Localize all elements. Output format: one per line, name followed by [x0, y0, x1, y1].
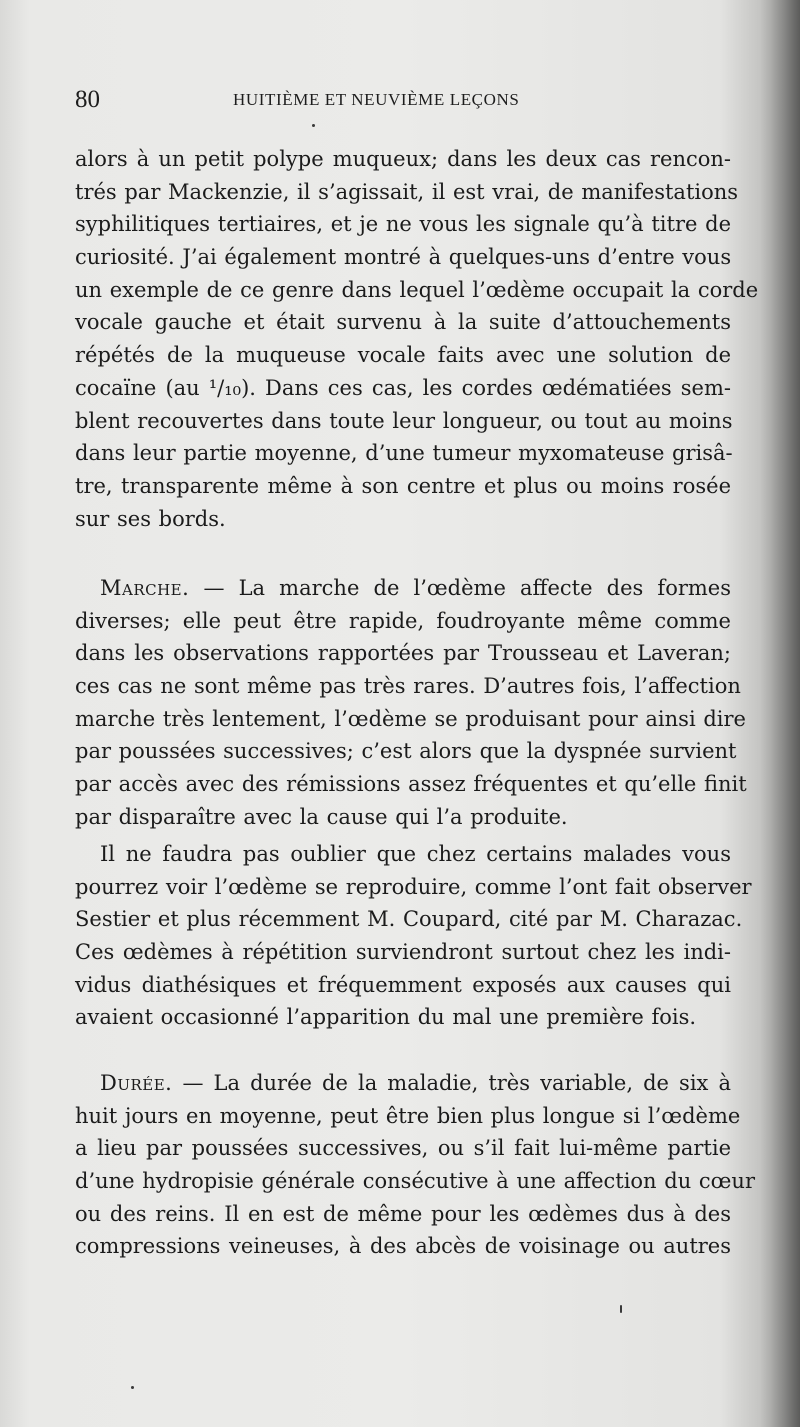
text-line: par accès avec des rémissions assez fréquentes et qu’elle finit: [75, 772, 747, 797]
text-line: dans les observations rapportées par Trousseau et Laveran;: [75, 641, 731, 666]
paragraph-duree: [75, 1067, 755, 1263]
text-line: sur ses bords.: [75, 506, 226, 531]
paragraph-1: [75, 143, 759, 535]
text-line: d’une hydropisie générale consécutive à une affection du cœur: [75, 1169, 755, 1194]
text-line: avaient occasionné l’apparition du mal une première fois.: [75, 1005, 697, 1030]
text-line: tre, transparente même à son centre et plus ou moins rosée: [75, 473, 731, 498]
text-line: cocaïne (au ¹/₁₀). Dans ces cas, les cordes œdématiées sem-: [75, 375, 731, 400]
text-line: alors à un petit polype muqueux; dans les deux cas rencon-: [75, 147, 731, 171]
page-edge-shadow: [760, 0, 800, 1427]
text-line: ces cas ne sont même pas très rares. D’autres fois, l’affection: [75, 674, 741, 699]
text-line: par poussées successives; c’est alors que la dyspnée survient: [75, 739, 737, 764]
print-speck: [131, 1386, 134, 1389]
text-line-rest: — La durée de la maladie, très variable, de six à: [172, 1071, 731, 1095]
text-line-rest: — La marche de l’œdème affecte des formes: [189, 576, 731, 600]
text-line: par disparaître avec la cause qui l’a produite.: [75, 804, 568, 829]
page-header: [75, 86, 731, 116]
text-line: [75, 1067, 731, 1100]
text-line: vidus diathésiques et fréquemment exposés aux causes qui: [75, 972, 731, 997]
text-line: syphilitiques tertiaires, et je ne vous les signale qu’à titre de: [75, 212, 731, 237]
print-speck: [312, 124, 315, 127]
text-line: compressions veineuses, à des abcès de voisinage ou autres: [75, 1234, 731, 1259]
text-line: Il ne faudra pas oublier que chez certains malades vous: [100, 842, 731, 866]
section-lead-marche: Marche.: [100, 576, 190, 600]
text-line: diverses; elle peut être rapide, foudroyante même comme: [75, 608, 731, 633]
paragraph-marche: [75, 572, 747, 834]
text-line: ou des reins. Il en est de même pour les œdèmes dus à des: [75, 1201, 731, 1226]
text-line: marche très lentement, l’œdème se produisant pour ainsi dire: [75, 706, 746, 731]
print-speck: [620, 1305, 622, 1313]
text-line: répétés de la muqueuse vocale faits avec une solution de: [75, 343, 731, 368]
text-line: [75, 572, 731, 605]
page-number: 80: [75, 86, 100, 113]
text-line: Sestier et plus récemment M. Coupard, cité par M. Charazac.: [75, 907, 743, 932]
text-line: dans leur partie moyenne, d’une tumeur myxomateuse grisâ-: [75, 441, 733, 466]
text-line: Ces œdèmes à répétition surviendront surtout chez les indi-: [75, 940, 731, 965]
paragraph-3: [75, 838, 752, 1034]
text-line: blent recouvertes dans toute leur longueur, ou tout au moins: [75, 408, 733, 433]
text-line: a lieu par poussées successives, ou s’il fait lui-même partie: [75, 1136, 731, 1161]
text-line: pourrez voir l’œdème se reproduire, comme l’ont fait observer: [75, 874, 752, 899]
text-line: vocale gauche et était survenu à la suite d’attouchements: [75, 310, 731, 335]
text-line: curiosité. J’ai également montré à quelques-uns d’entre vous: [75, 245, 732, 270]
text-line: un exemple de ce genre dans lequel l’œdème occupait la corde: [75, 277, 759, 302]
text-line: trés par Mackenzie, il s’agissait, il est vrai, de manifestations: [75, 179, 739, 204]
section-lead-duree: Durée.: [100, 1071, 173, 1095]
text-line: huit jours en moyenne, peut être bien plus longue si l’œdème: [75, 1103, 741, 1128]
running-head: HUITIÈME ET NEUVIÈME LEÇONS: [233, 90, 520, 109]
